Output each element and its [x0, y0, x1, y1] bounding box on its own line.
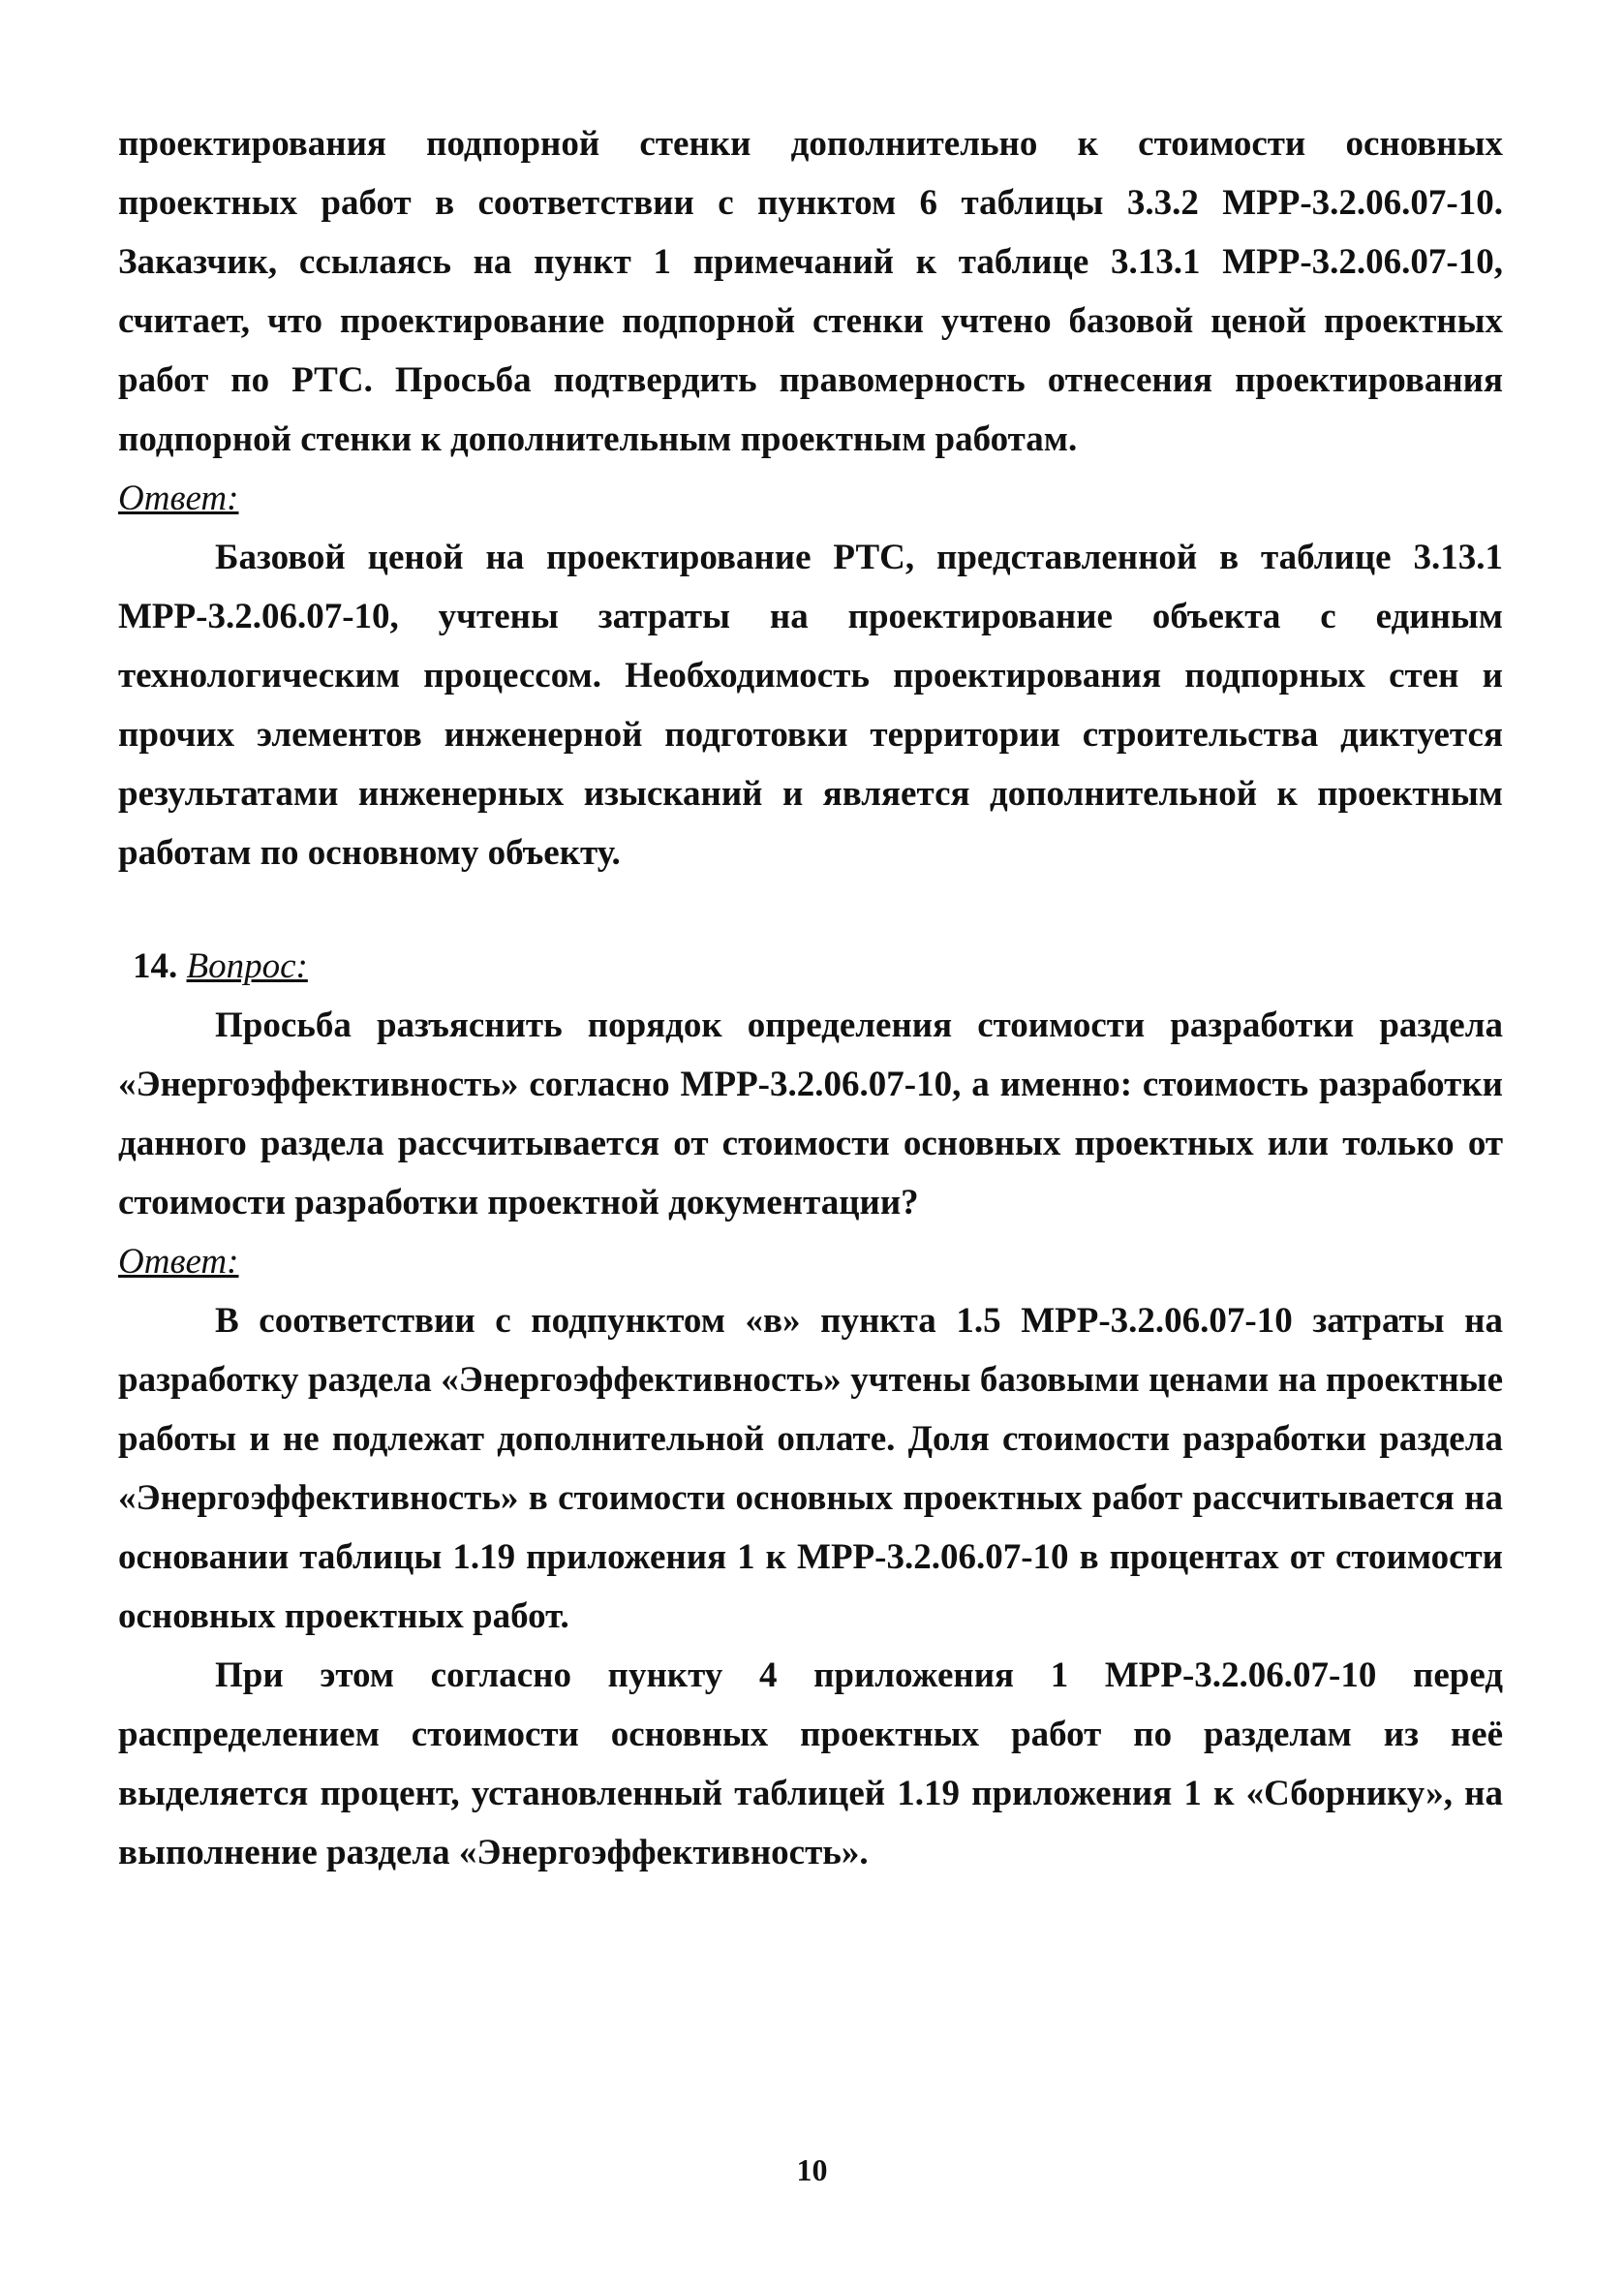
- answer-paragraph: При этом согласно пункту 4 приложения 1 МРР-3.2.06.07-10 перед распределением стоимости основных проектных работ по разделам из неё выделяется процент, установленный таблицей 1.19 приложения 1 к «Сборнику», на выполнение раздела «Энергоэффективность».: [118, 1655, 1503, 1872]
- answer-paragraph: В соответствии с подпунктом «в» пункта 1.5 МРР-3.2.06.07-10 затраты на разработку раздела «Энергоэффективность» учтены базовыми ценами на проектные работы и не подлежат дополнительной оплате. Доля стоимости разработки раздела «Энергоэффективность» в стоимости основных проектных работ рассчитывается на основании таблицы 1.19 приложения 1 к МРР-3.2.06.07-10 в процентах от стоимости основных проектных работ.: [118, 1301, 1503, 1636]
- answer-label: Ответ:: [118, 1242, 239, 1282]
- question-number: 14.: [133, 946, 178, 986]
- question-heading: [118, 937, 1503, 996]
- intro-paragraph: проектирования подпорной стенки дополнительно к стоимости основных проектных работ в соответствии с пунктом 6 таблицы 3.3.2 МРР-3.2.06.07-10. Заказчик, ссылаясь на пункт 1 примечаний к таблице 3.13.1 МРР-3.2.06.07-10, считает, что проектирование подпорной стенки учтено базовой ценой проектных работ по РТС. Просьба подтвердить правомерность отнесения проектирования подпорной стенки к дополнительным проектным работам.: [118, 124, 1503, 459]
- answer-paragraph: Базовой ценой на проектирование РТС, представленной в таблице 3.13.1 МРР-3.2.06.07-10, учтены затраты на проектирование объекта с единым технологическим процессом. Необходимость проектирования подпорных стен и прочих элементов инженерной подготовки территории строительства диктуется результатами инженерных изысканий и является дополнительной к проектным работам по основному объекту.: [118, 538, 1503, 873]
- question-label: Вопрос:: [186, 946, 308, 986]
- page-number: 10: [796, 2152, 828, 2187]
- document-body: [118, 114, 1503, 1882]
- answer-label: Ответ:: [118, 479, 239, 518]
- question-paragraph: Просьба разъяснить порядок определения стоимости разработки раздела «Энергоэффективность» согласно МРР-3.2.06.07-10, а именно: стоимость разработки данного раздела рассчитывается от стоимости основных проектных или только от стоимости разработки проектной документации?: [118, 1005, 1503, 1222]
